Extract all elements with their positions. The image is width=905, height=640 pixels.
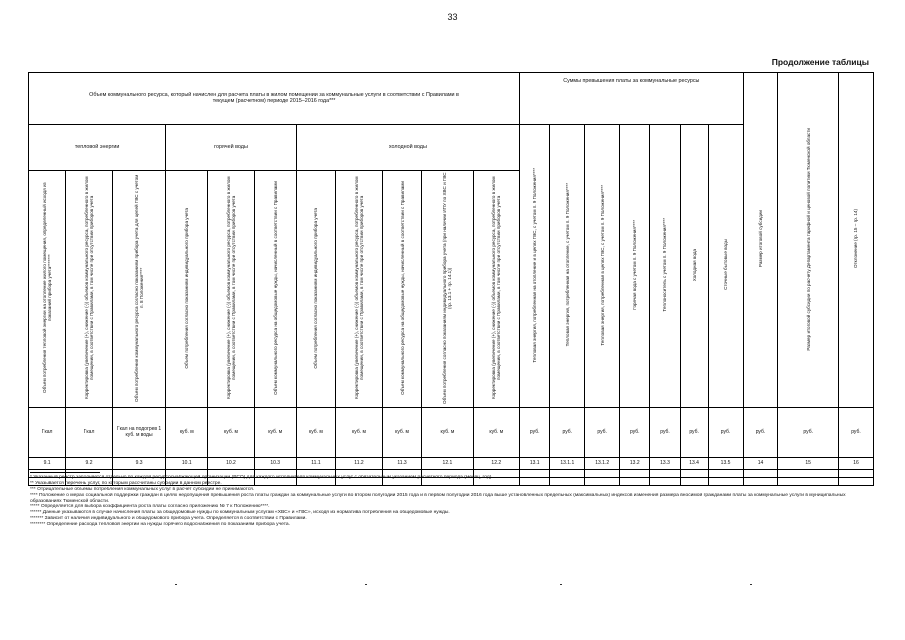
unit-cell: руб. [650,408,680,458]
vheader-14: Тепловая энергия, потребленная в целях ГВС, с учетом п. 9 Положения**** [585,125,620,408]
column-numbers-row [29,458,874,470]
unit-cell: руб. [585,408,620,458]
unit-cell: руб. [680,408,708,458]
column-number: 14 [743,458,778,470]
header-cold-water: холодной воды [296,125,519,171]
unit-cell: куб. м [336,408,383,458]
scan-mark [750,584,752,585]
column-number: 16 [838,458,873,470]
unit-cell: руб. [708,408,743,458]
vheader-8: Корректировка (увеличение (+), снижение (-)) объемов коммунального ресурса, потребленного в жилом помещении, в соответствии с Правилами, в том числе при отсутствии приборов учета [336,171,383,408]
page-number: 33 [447,12,458,22]
unit-cell: куб. м [166,408,208,458]
column-number: 13.3 [650,458,680,470]
header-hot-water: горячей воды [166,125,296,171]
vheader-20: Размер итоговой субсидии по расчету Департамента тарифной и ценовой политики Тюменской области [778,73,839,408]
scan-mark [560,584,562,585]
column-number: 11.3 [382,458,422,470]
scan-mark [365,584,367,585]
vheader-2: Корректировка (увеличение (+), снижение (-)) объемов коммунального ресурса, потребленного в жилом помещении, в соответствии с Правилами, в том числе при отсутствии приборов учета [66,171,113,408]
column-number: 13.4 [680,458,708,470]
vheader-9: Объем коммунального ресурса на общедомовые нужды, начисленный в соответствии с Правилами [382,171,422,408]
vheader-10: Объем потребления согласно показаниям индивидуального прибора учета (при наличии ИПУ по ХВС и ГВС (гр. 13.1 + гр. 14.1)) [422,171,473,408]
column-number: 13.2 [620,458,650,470]
column-number: 10.3 [254,458,296,470]
unit-cell: руб. [550,408,585,458]
footnote-3: *** Отрицательные объемы потребления коммунальных услуг в расчет субсидии не принимаются. [30,486,255,492]
unit-cell: Гкал на подогрев 1 куб. м воды [112,408,166,458]
footnotes [30,472,870,528]
footnote-6: ****** Данные указываются в случае начисления платы за общедомовые нужды по коммунальным услугам «ХВС» и «ГВС», исходя из норматива потребления на общедомовые нужды. [30,510,450,516]
column-number: 10.1 [166,458,208,470]
header-group-excess: Суммы превышения платы за коммунальные ресурсы [520,73,743,125]
footnote-1: * Указанный реестр заполняется отдельно по каждой ресурсоснабжающей организации (РСО) для каждого исполнителя коммунальных услуг с обязательным указанием расчетного периода (месяц, год). [30,475,493,480]
column-number: 9.2 [66,458,113,470]
vheader-15: Горячая вода с учетом п. 9 Положения**** [620,125,650,408]
column-number: 13.1.1 [550,458,585,470]
vheader-12: Тепловая энергия, потребленная на отопление и в целях ГВС, с учетом п. 9 Положения**** [520,125,550,408]
vheader-13: Тепловая энергия, потребленная на отопление, с учетом п. 9 Положения**** [550,125,585,408]
column-number: 13.5 [708,458,743,470]
vheader-17: Холодная вода [680,125,708,408]
vheader-11: Корректировка (увеличение (+), снижение (-)) объемов коммунального ресурса, потребленного в жилом помещении, в соответствии с Правилами, в том числе при отсутствии приборов учета [473,171,520,408]
column-number: 12.1 [422,458,473,470]
unit-cell: куб. м [382,408,422,458]
vheader-21: Отклонение (гр. 15 – гр. 14) [838,73,873,408]
header-group-volume: Объем коммунального ресурса, который начислен для расчета платы в жилом помещении за коммунальные услуги в соответствии с Правилами в текущем (расчетном) периоде 2015–2016 года*** [29,73,520,125]
unit-cell: куб. м [254,408,296,458]
vheader-4: Объем потребления согласно показаниям индивидуального прибора учета [166,171,208,408]
column-number: 10.2 [208,458,255,470]
vheader-7: Объем потребления согласно показаниям индивидуального прибора учета [296,171,336,408]
vheader-19: Размер итоговой субсидии [743,73,778,408]
continued-label: Продолжение таблицы [771,57,869,67]
vheader-3: Объем потребления коммунального ресурса согласно показаниям прибора учета для целей ГВС с учетом п. 8 Положения**** [112,171,166,408]
vheader-18: Сточные бытовые воды [708,125,743,408]
vheader-1: Объем потребления тепловой энергии на отопление жилого помещения, определенный исходя из показаний прибора учета******* [29,171,66,408]
vheader-6: Объем коммунального ресурса на общедомовые нужды, начисленный в соответствии с Правилами [254,171,296,408]
unit-cell: руб. [620,408,650,458]
column-number: 12.2 [473,458,520,470]
column-number: 13.1.2 [585,458,620,470]
footnote-5: ***** Определяется для выбора коэффициента роста платы согласно приложению № 7 к Положению****. [30,504,270,510]
footnote-8: ******** Определение расхода тепловой энергии на нужды горячего водоснабжения по показаниям прибора учета. [30,522,290,527]
column-number: 9.1 [29,458,66,470]
unit-cell: куб. м [422,408,473,458]
unit-cell: куб. м [296,408,336,458]
column-number: 11.2 [336,458,383,470]
units-row [29,408,874,458]
scan-mark [175,584,177,585]
unit-cell: куб. м [208,408,255,458]
vheader-16: Теплоноситель с учетом п. 9 Положения**** [650,125,680,408]
column-number: 9.3 [112,458,166,470]
column-number: 13.1 [520,458,550,470]
vheader-5: Корректировка (увеличение (+), снижение (-)) объемов коммунального ресурса, потребленного в жилом помещении, в соответствии с Правилами, в том числе при отсутствии приборов учета [208,171,255,408]
footnote-rule [30,472,100,473]
column-number: 11.1 [296,458,336,470]
subsidy-register-table [28,72,874,486]
footnote-7: ******* Зависит от наличия индивидуального и общедомового прибора учета. Определяется в соответствии с Правилами. [30,516,307,522]
unit-cell: Гкал [29,408,66,458]
unit-cell: руб. [743,408,778,458]
unit-cell: руб. [778,408,839,458]
header-heat: тепловой энергии [29,125,166,171]
unit-cell: куб. м [473,408,520,458]
footnote-4: **** Положение о мерах социальной поддержки граждан в целях недопущения превышения роста платы граждан за коммунальные услуги во втором полугодии 2015 года и в первом полугодии 2016 года выше установленных предельных (максимальных) индексов изменения размера вносимой гражданами платы за коммунальные услуги в муниципальных образованиях Тюменской области. [30,492,846,504]
footnote-2: ** Указывается перечень услуг, по которым рассчитаны субсидии в данном реестре. [30,480,222,486]
unit-cell: руб. [838,408,873,458]
unit-cell: Гкал [66,408,113,458]
column-number: 15 [778,458,839,470]
unit-cell: руб. [520,408,550,458]
